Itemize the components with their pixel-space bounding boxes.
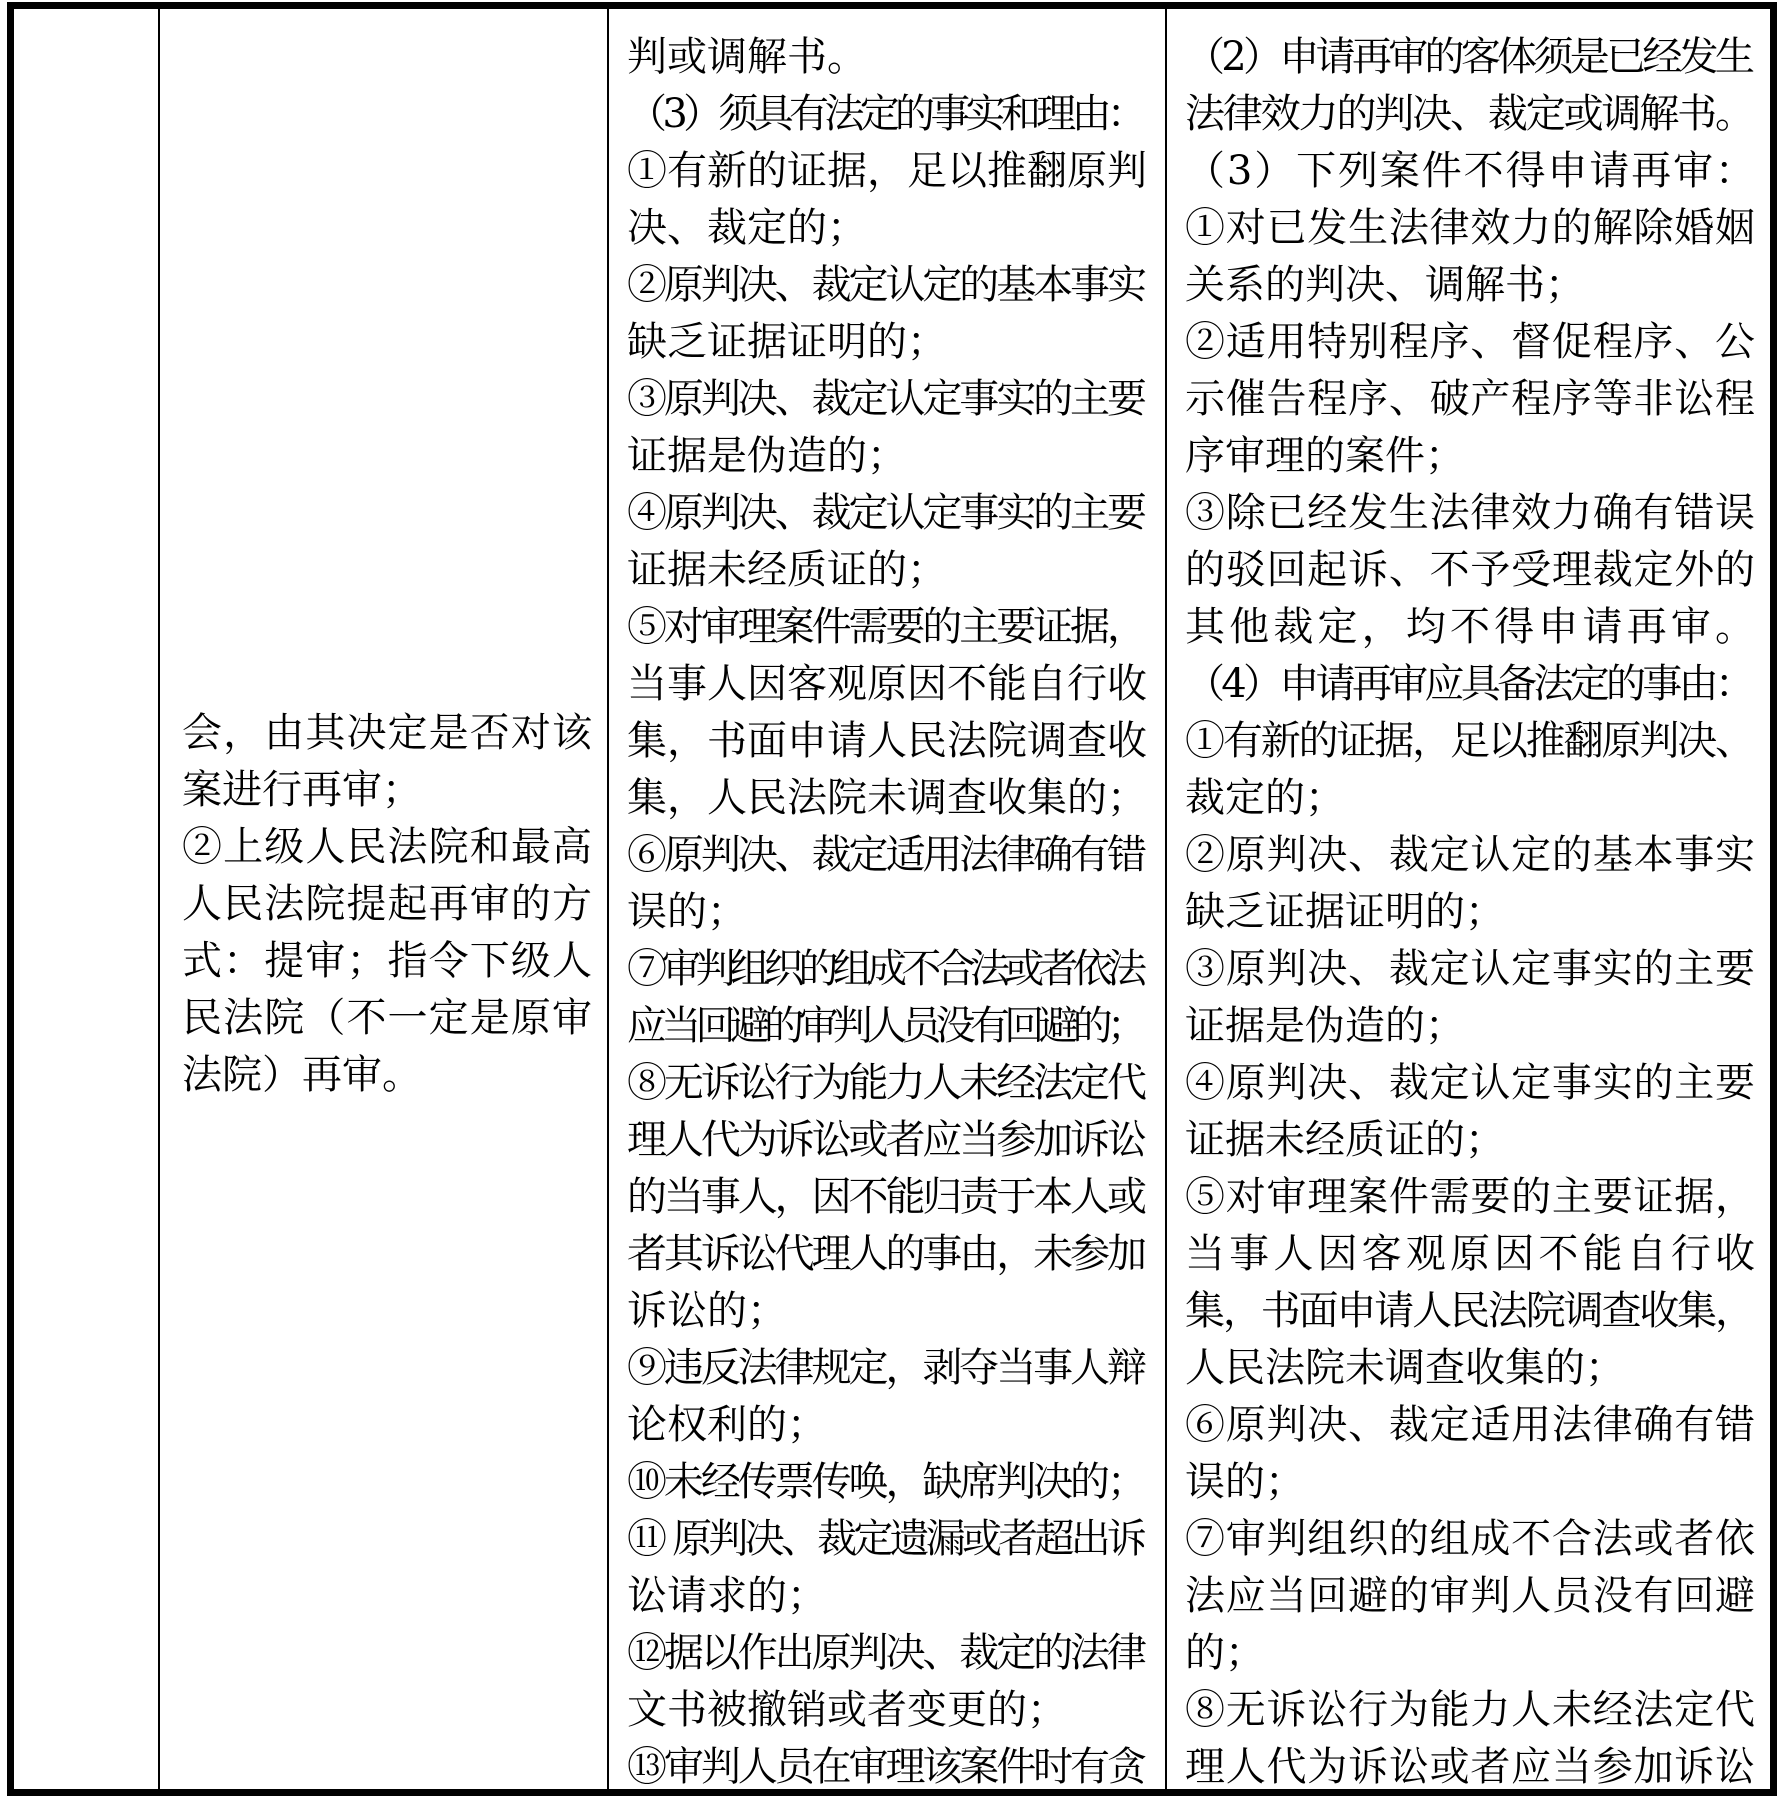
text-line: 者其诉讼代理人的事由，未参加 <box>627 1231 1144 1277</box>
text-line: 决、裁定的； <box>627 205 867 251</box>
table-cell-retrial-grounds <box>609 9 1165 1789</box>
text-line: ⑥原判决、裁定适用法律确有错 <box>627 832 1144 878</box>
text-line: ③原判决、裁定认定事实的主要 <box>627 376 1144 422</box>
text-line: ⑨违反法律规定，剥夺当事人辩 <box>627 1345 1144 1391</box>
text-line: 证据是伪造的； <box>627 433 907 479</box>
text-line: 关系的判决、调解书； <box>1185 262 1585 308</box>
text-line: 理人代为诉讼或者应当参加诉讼 <box>627 1117 1144 1163</box>
text-line: 集，人民法院未调查收集的； <box>627 775 1147 821</box>
text-line: ⑦审判组织的组成不合法或者依 <box>1185 1516 1756 1562</box>
text-line: 讼请求的； <box>627 1573 827 1619</box>
text-line: 人民法院未调查收集的； <box>1185 1345 1625 1391</box>
table-cell-retrial-initiation <box>160 9 607 1789</box>
text-line: 判或调解书。 <box>627 34 867 80</box>
text-line: 人民法院提起再审的方 <box>182 881 594 927</box>
text-line: 证据是伪造的； <box>1185 1003 1465 1049</box>
table-frame <box>7 2 1777 1796</box>
text-line: ⑧无诉讼行为能力人未经法定代 <box>627 1060 1144 1106</box>
table-cell-retrial-application <box>1167 9 1770 1789</box>
text-line: 裁定的； <box>1185 775 1345 821</box>
text-line: 证据未经质证的； <box>627 547 947 593</box>
text-line: （2）申请再审的客体须是已经发生 <box>1185 34 1752 80</box>
text-line: ②上级人民法院和最高 <box>182 824 594 870</box>
text-line: 误的； <box>1185 1459 1305 1505</box>
text-line: 理人代为诉讼或者应当参加诉讼 <box>1185 1744 1756 1789</box>
text-line: 误的； <box>627 889 747 935</box>
text-line: ⑬审判人员在审理该案件时有贪 <box>627 1744 1144 1789</box>
text-line: 序审理的案件； <box>1185 433 1465 479</box>
text-line: 示催告程序、破产程序等非讼程 <box>1185 376 1756 422</box>
text-line: （4）申请再审应具备法定的事由： <box>1185 661 1752 707</box>
text-line: ⑤对审理案件需要的主要证据， <box>627 604 1144 650</box>
text-line: ③除已经发生法律效力确有错误 <box>1185 490 1756 536</box>
text-line: ①有新的证据，足以推翻原判 <box>627 148 1147 194</box>
text-line: ④原判决、裁定认定事实的主要 <box>1185 1060 1756 1106</box>
text-line: 法应当回避的审判人员没有回避 <box>1185 1573 1756 1619</box>
text-line: ②原判决、裁定认定的基本事实 <box>1185 832 1756 878</box>
text-line: 论权利的； <box>627 1402 827 1448</box>
text-line: ⑤对审理案件需要的主要证据， <box>1185 1174 1756 1220</box>
table-cell-empty <box>14 9 158 1789</box>
text-line: 式：提审；指令下级人 <box>182 938 594 984</box>
text-line: ③原判决、裁定认定事实的主要 <box>1185 946 1756 992</box>
text-line: 法律效力的判决、裁定或调解书。 <box>1185 91 1753 137</box>
text-line: 的； <box>1185 1630 1265 1676</box>
text-line: 集，书面申请人民法院调查收集， <box>1185 1288 1753 1334</box>
text-line: ①对已发生法律效力的解除婚姻 <box>1185 205 1756 251</box>
text-line: 其他裁定，均不得申请再审。 <box>1185 604 1760 650</box>
text-line: ⑫据以作出原判决、裁定的法律 <box>627 1630 1144 1676</box>
text-line: 的当事人，因不能归责于本人或 <box>627 1174 1144 1220</box>
text-line: 缺乏证据证明的； <box>627 319 947 365</box>
text-line: 会，由其决定是否对该 <box>182 710 594 756</box>
text-line: 的驳回起诉、不予受理裁定外的 <box>1185 547 1756 593</box>
text-line: 应当回避的审判人员没有回避的； <box>627 1003 1142 1049</box>
text-line: 法院）再审。 <box>182 1052 422 1098</box>
text-line: ②原判决、裁定认定的基本事实 <box>627 262 1144 308</box>
text-line: （3）须具有法定的事实和理由： <box>627 91 1143 137</box>
text-line: 文书被撤销或者变更的； <box>627 1687 1067 1733</box>
text-line: 案进行再审； <box>182 767 422 813</box>
text-line: 民法院（不一定是原审 <box>182 995 594 1041</box>
text-line: ⑦审判组织的组成不合法或者依法 <box>627 946 1142 992</box>
text-line: （3）下列案件不得申请再审： <box>1185 148 1757 194</box>
text-line: ①有新的证据，足以推翻原判决、 <box>1185 718 1753 764</box>
text-line: ④原判决、裁定认定事实的主要 <box>627 490 1144 536</box>
text-line: ⑧无诉讼行为能力人未经法定代 <box>1185 1687 1756 1733</box>
text-line: 当事人因客观原因不能自行收 <box>1185 1231 1760 1277</box>
text-line: 证据未经质证的； <box>1185 1117 1505 1163</box>
text-line: ⑥原判决、裁定适用法律确有错 <box>1185 1402 1756 1448</box>
text-line: 集，书面申请人民法院调查收 <box>627 718 1147 764</box>
text-line: ⑩未经传票传唤，缺席判决的； <box>627 1459 1144 1505</box>
text-line: ⑪ 原判决、裁定遗漏或者超出诉 <box>627 1516 1144 1562</box>
text-line: 当事人因客观原因不能自行收 <box>627 661 1147 707</box>
text-line: 诉讼的； <box>627 1288 787 1334</box>
text-line: 缺乏证据证明的； <box>1185 889 1505 935</box>
text-line: ②适用特别程序、督促程序、公 <box>1185 319 1756 365</box>
